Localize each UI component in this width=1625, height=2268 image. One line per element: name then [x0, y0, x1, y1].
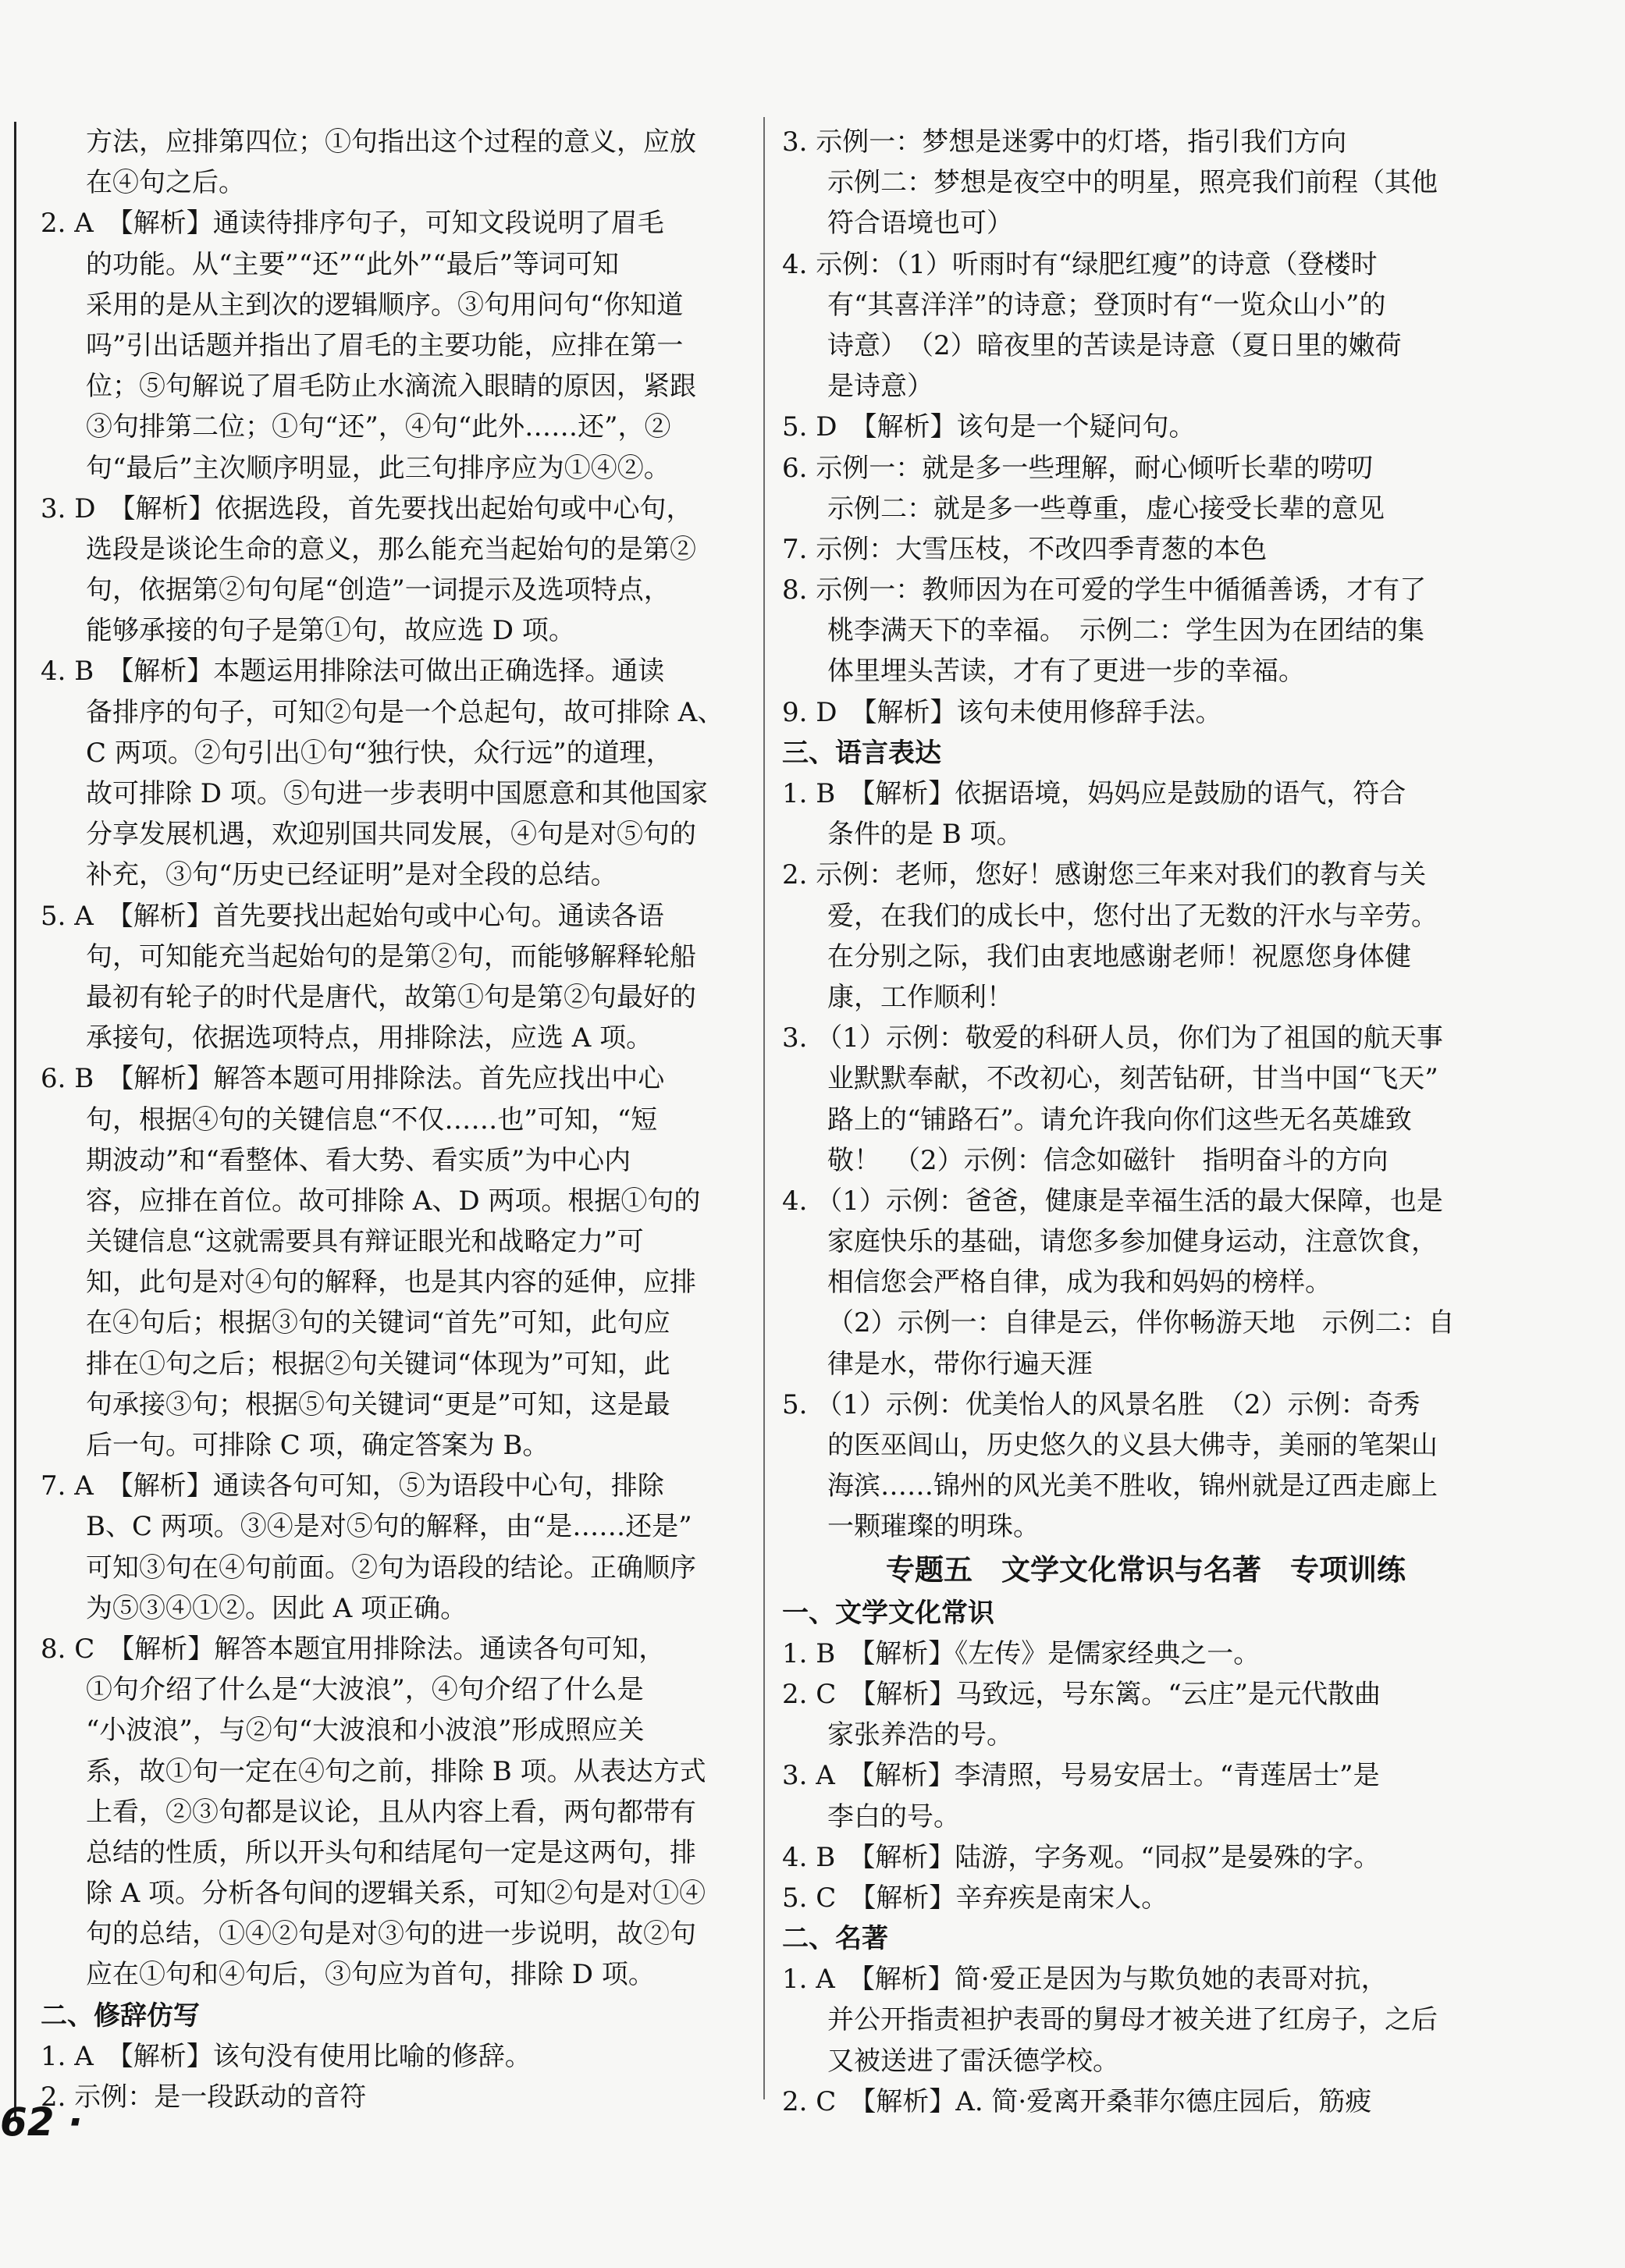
text-line: 海滨……锦州的风光美不胜收，锦州就是辽西走廊上	[827, 1470, 1438, 1502]
text-line: 4. B 【解析】本题运用排除法可做出正确选择。通读	[41, 656, 665, 688]
text-line: 体里埋头苦读，才有了更进一步的幸福。	[827, 656, 1305, 688]
section-title: 专题五 文学文化常识与名著 专项训练	[886, 1552, 1406, 1587]
text-line: 总结的性质，所以开头句和结尾句一定是这两句，排	[86, 1836, 696, 1868]
text-line: 句，依据第②句句尾“创造”一词提示及选项特点，	[86, 574, 670, 606]
text-line: 为⑤③④①②。因此 A 项正确。	[86, 1592, 468, 1624]
text-line: 路上的“铺路石”。请允许我向你们这些无名英雄致	[827, 1104, 1412, 1136]
text-line: 8. C 【解析】解答本题宜用排除法。通读各句可知，	[41, 1633, 666, 1665]
text-line: 4. 示例：（1）听雨时有“绿肥红瘦”的诗意（登楼时	[782, 248, 1378, 280]
text-line: “小波浪”，与②句“大波浪和小波浪”形成照应关	[86, 1715, 645, 1747]
text-line: 2. 示例：老师，您好！感谢您三年来对我们的教育与关	[782, 859, 1427, 891]
text-line: 故可排除 D 项。⑤句进一步表明中国愿意和其他国家	[86, 778, 708, 809]
text-line: 吗”引出话题并指出了眉毛的主要功能，应排在第一	[86, 329, 684, 361]
text-line: 律是水，带你行遍天涯	[827, 1348, 1093, 1380]
text-line: 的功能。从“主要”“还”“此外”“最后”等词可知	[86, 248, 620, 280]
text-line: 除 A 项。分析各句间的逻辑关系，可知②句是对①④	[86, 1878, 706, 1910]
text-line: 是诗意）	[827, 371, 933, 403]
text-line: 可知③句在④句前面。②句为语段的结论。正确顺序	[86, 1552, 696, 1584]
text-line: 8. 示例一：教师因为在可爱的学生中循循善诱，才有了	[782, 574, 1427, 606]
text-line: 选段是谈论生命的意义，那么能充当起始句的是第②	[86, 533, 696, 565]
text-line: 3. D 【解析】依据选段，首先要找出起始句或中心句，	[41, 492, 693, 524]
text-line: 方法，应排第四位；①句指出这个过程的意义，应放	[86, 126, 696, 158]
text-line: 示例二：梦想是夜空中的明星，照亮我们前程（其他	[827, 167, 1438, 199]
text-line: 1. B 【解析】《左传》是儒家经典之一。	[782, 1637, 1261, 1669]
text-line: B、C 两项。③④是对⑤句的解释，由“是……还是”	[86, 1511, 692, 1543]
section-heading: 三、语言表达	[782, 737, 941, 769]
page-number: 62 ·	[0, 2099, 83, 2145]
text-line: 句承接③句；根据⑤句关键词“更是”可知，这是最	[86, 1388, 670, 1420]
text-line: 期波动”和“看整体、看大势、看实质”为中心内	[86, 1144, 631, 1176]
text-line: ①句介绍了什么是“大波浪”，④句介绍了什么是	[86, 1674, 644, 1706]
text-line: 应在①句和④句后，③句应为首句，排除 D 项。	[86, 1959, 655, 1991]
text-line: 句，可知能充当起始句的是第②句，而能够解释轮船	[86, 940, 696, 972]
text-line: 能够承接的句子是第①句，故应选 D 项。	[86, 615, 575, 647]
text-line: 示例二：就是多一些尊重，虚心接受长辈的意见	[827, 492, 1385, 524]
text-line: C 两项。②句引出①句“独行快，众行远”的道理，	[86, 737, 673, 769]
text-line: 符合语境也可）	[827, 208, 1013, 240]
text-line: 最初有轮子的时代是唐代，故第①句是第②句最好的	[86, 981, 696, 1013]
left-margin-rule	[14, 122, 16, 2120]
text-line: 上看，②③句都是议论，且从内容上看，两句都带有	[86, 1796, 696, 1828]
section-heading: 二、名著	[782, 1923, 888, 1955]
text-line: 爱，在我们的成长中，您付出了无数的汗水与辛劳。	[827, 900, 1438, 932]
text-line: 敬！ （2）示例：信念如磁针 指明奋斗的方向	[827, 1144, 1389, 1176]
text-line: 桃李满天下的幸福。 示例二：学生因为在团结的集	[827, 615, 1424, 647]
text-line: 6. B 【解析】解答本题可用排除法。首先应找出中心	[41, 1063, 665, 1095]
text-line: 句的总结，①④②句是对③句的进一步说明，故②句	[86, 1918, 696, 1950]
text-line: 1. B 【解析】依据语境，妈妈应是鼓励的语气，符合	[782, 778, 1406, 809]
right-column	[782, 122, 1509, 2122]
text-line: 5. C 【解析】辛弃疾是南宋人。	[782, 1882, 1168, 1914]
text-line: 在分别之际，我们由衷地感谢老师！祝愿您身体健	[827, 940, 1411, 972]
text-line: 3. A 【解析】李清照，号易安居士。“青莲居士”是	[782, 1760, 1380, 1792]
text-line: 9. D 【解析】该句未使用修辞手法。	[782, 696, 1222, 728]
text-line: 相信您会严格自律，成为我和妈妈的榜样。	[827, 1267, 1332, 1299]
text-line: 在④句后；根据③句的关键词“首先”可知，此句应	[86, 1307, 670, 1339]
text-line: 1. A 【解析】该句没有使用比喻的修辞。	[41, 2040, 532, 2072]
text-line: 知，此句是对④句的解释，也是其内容的延伸，应排	[86, 1267, 696, 1299]
text-line: 2. A 【解析】通读待排序句子，可知文段说明了眉毛	[41, 208, 664, 240]
text-line: 句，根据④句的关键信息“不仅……也”可知，“短	[86, 1104, 658, 1136]
text-line: 家庭快乐的基础，请您多参加健身运动，注意饮食，	[827, 1226, 1438, 1258]
text-line: 排在①句之后；根据②句关键词“体现为”可知，此	[86, 1348, 670, 1380]
text-line: 条件的是 B 项。	[827, 819, 1023, 851]
text-line: 业默默奉献，不改初心，刻苦钻研，甘当中国“飞天”	[827, 1063, 1438, 1095]
text-line: 句“最后”主次顺序明显，此三句排序应为①④②。	[86, 452, 670, 484]
text-line: 的医巫闾山，历史悠久的义县大佛寺，美丽的笔架山	[827, 1430, 1438, 1461]
text-line: 一颗璀璨的明珠。	[827, 1511, 1040, 1543]
section-heading: 二、修辞仿写	[41, 2000, 200, 2032]
text-line: 容，应排在首位。故可排除 A、D 两项。根据①句的	[86, 1185, 701, 1217]
text-line: 2. 示例：是一段跃动的音符	[41, 2081, 367, 2113]
text-line: 康，工作顺利！	[827, 981, 1013, 1013]
text-line: 诗意） （2）暗夜里的苦读是诗意（夏日里的嫩荷	[827, 329, 1402, 361]
text-line: 有“其喜洋洋”的诗意；登顶时有“一览众山小”的	[827, 289, 1386, 321]
text-line: 承接句，依据选项特点，用排除法，应选 A 项。	[86, 1022, 653, 1054]
text-line: 5. （1）示例：优美怡人的风景名胜 （2）示例：奇秀	[782, 1388, 1421, 1420]
left-column	[41, 122, 749, 2117]
text-line: 分享发展机遇，欢迎别国共同发展，④句是对⑤句的	[86, 819, 696, 851]
text-line: 采用的是从主到次的逻辑顺序。③句用问句“你知道	[86, 289, 684, 321]
text-line: 并公开指责袒护表哥的舅母才被关进了红房子，之后	[827, 2004, 1438, 2036]
text-line: 系，故①句一定在④句之前，排除 B 项。从表达方式	[86, 1755, 706, 1787]
text-line: 家张养浩的号。	[827, 1719, 1013, 1751]
text-line: 后一句。可排除 C 项，确定答案为 B。	[86, 1430, 549, 1461]
column-divider	[763, 117, 765, 2099]
text-line: 4. B 【解析】陆游，字务观。“同叔”是晏殊的字。	[782, 1841, 1380, 1873]
text-line: 3. 示例一：梦想是迷雾中的灯塔，指引我们方向	[782, 126, 1347, 158]
text-line: 位；⑤句解说了眉毛防止水滴流入眼睛的原因，紧跟	[86, 371, 696, 403]
text-line: 3. （1）示例：敬爱的科研人员，你们为了祖国的航天事	[782, 1022, 1443, 1054]
text-line: 补充，③句“历史已经证明”是对全段的总结。	[86, 859, 617, 891]
text-line: 7. 示例：大雪压枝，不改四季青葱的本色	[782, 533, 1268, 565]
text-line: 2. C 【解析】马致远，号东篱。“云庄”是元代散曲	[782, 1678, 1381, 1710]
text-line: 又被送进了雷沃德学校。	[827, 2045, 1119, 2077]
text-line: 备排序的句子，可知②句是一个总起句，故可排除 A、	[86, 696, 724, 728]
text-line: ③句排第二位；①句“还”，④句“此外……还”，②	[86, 411, 671, 443]
text-line: 4. （1）示例：爸爸，健康是幸福生活的最大保障，也是	[782, 1185, 1443, 1217]
text-line: 1. A 【解析】简·爱正是因为与欺负她的表哥对抗，	[782, 1964, 1388, 1996]
text-line: 5. A 【解析】首先要找出起始句或中心句。通读各语	[41, 900, 664, 932]
text-line: 关键信息“这就需要具有辩证眼光和战略定力”可	[86, 1226, 644, 1258]
text-line: 5. D 【解析】该句是一个疑问句。	[782, 411, 1196, 443]
section-heading: 一、文学文化常识	[782, 1597, 994, 1629]
text-line: 7. A 【解析】通读各句可知，⑤为语段中心句，排除	[41, 1470, 664, 1502]
text-line: 在④句之后。	[86, 167, 245, 199]
text-line: 2. C 【解析】A. 简·爱离开桑菲尔德庄园后，筋疲	[782, 2085, 1372, 2117]
text-line: （2）示例一：自律是云，伴你畅游天地 示例二：自	[827, 1307, 1455, 1339]
text-line: 6. 示例一：就是多一些理解，耐心倾听长辈的唠叨	[782, 452, 1374, 484]
text-line: 李白的号。	[827, 1801, 960, 1833]
